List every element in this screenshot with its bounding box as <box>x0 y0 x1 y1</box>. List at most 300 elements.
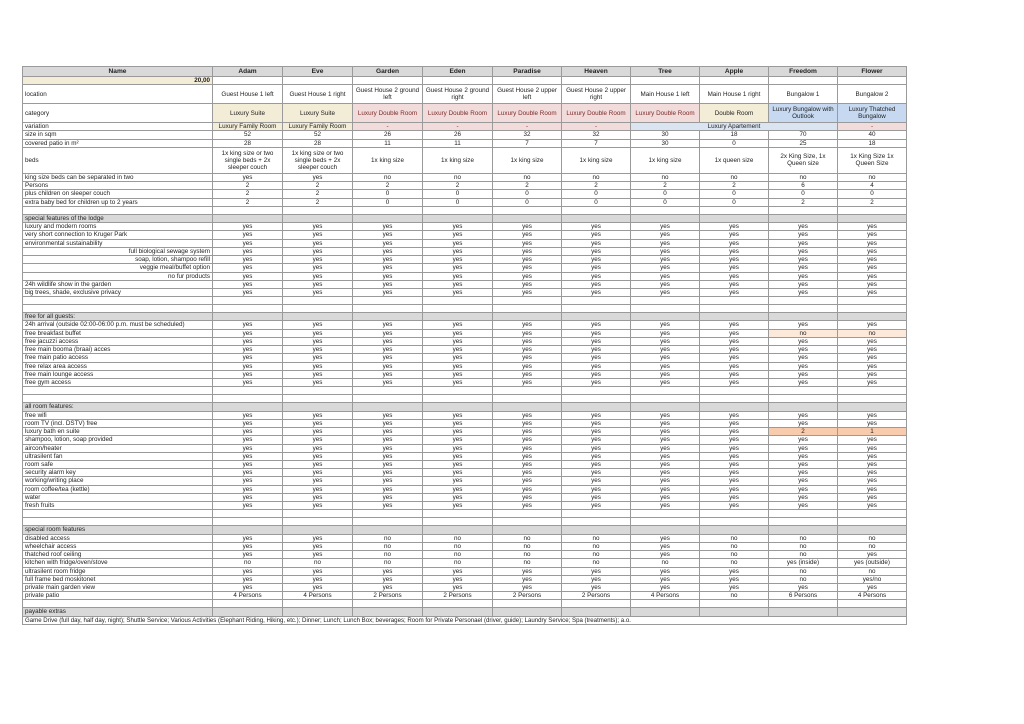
value-cell: yes <box>562 288 631 296</box>
value-cell: 2 <box>769 428 838 436</box>
value-cell: yes <box>631 411 700 419</box>
row-label: luxury bath en suite <box>23 428 213 436</box>
value-cell: yes <box>423 379 493 387</box>
value-cell: yes <box>213 370 283 378</box>
value-cell: yes <box>493 379 562 387</box>
row-label: plus children on sleeper couch <box>23 190 213 198</box>
row-label: room safe <box>23 460 213 468</box>
value-cell: yes <box>423 256 493 264</box>
empty-cell <box>838 526 907 534</box>
value-cell: yes <box>700 477 769 485</box>
value-cell: yes <box>283 288 353 296</box>
empty-cell <box>700 313 769 321</box>
value-cell: yes <box>283 477 353 485</box>
value-cell: yes <box>353 280 423 288</box>
value-cell: yes <box>562 231 631 239</box>
name-header: Name <box>23 67 213 77</box>
value-cell: yes <box>838 460 907 468</box>
value-cell: yes <box>493 411 562 419</box>
value-cell: yes <box>700 337 769 345</box>
value-cell: yes <box>423 354 493 362</box>
value-cell: yes <box>562 460 631 468</box>
value-cell: yes <box>838 288 907 296</box>
value-cell: yes <box>423 584 493 592</box>
empty-cell <box>353 387 423 395</box>
value-cell: yes <box>562 264 631 272</box>
value-cell: no <box>700 592 769 600</box>
value-cell: yes <box>562 452 631 460</box>
value-cell: yes <box>283 280 353 288</box>
row-label: private patio <box>23 592 213 600</box>
value-cell: yes <box>769 272 838 280</box>
value-cell: yes <box>838 256 907 264</box>
value-cell: no <box>769 575 838 583</box>
value-cell: Luxury Double Room <box>493 104 562 123</box>
value-cell: Luxury Suite <box>283 104 353 123</box>
row-label: room coffee/tea (kettle) <box>23 485 213 493</box>
value-cell: 2 <box>700 182 769 190</box>
value-cell: yes <box>838 419 907 427</box>
value-cell: yes <box>838 436 907 444</box>
value-cell: yes <box>423 419 493 427</box>
value-cell: 2 <box>838 198 907 206</box>
row-label: free relax area access <box>23 362 213 370</box>
value-cell: yes <box>700 584 769 592</box>
value-cell: 1 <box>838 428 907 436</box>
value-cell: 1x queen size <box>700 147 769 173</box>
value-cell: yes <box>562 411 631 419</box>
value-cell: 2 <box>423 182 493 190</box>
value-cell: 28 <box>213 139 283 147</box>
value-cell: yes <box>353 460 423 468</box>
empty-cell <box>493 518 562 526</box>
empty-cell <box>562 387 631 395</box>
table-row <box>23 337 907 345</box>
value-cell: 2 <box>631 182 700 190</box>
value-cell: yes <box>423 477 493 485</box>
table-row <box>23 354 907 362</box>
value-cell: Main House 1 right <box>700 85 769 104</box>
empty-cell <box>213 206 283 214</box>
value-cell: yes <box>283 460 353 468</box>
empty-cell <box>631 403 700 411</box>
empty-cell <box>769 77 838 85</box>
value-cell: 0 <box>838 190 907 198</box>
value-cell: Bungalow 1 <box>769 85 838 104</box>
value-cell: yes <box>353 428 423 436</box>
empty-cell <box>631 608 700 616</box>
row-label: 24h arrival (outside 02:00-06:00 p.m. must be scheduled) <box>23 321 213 329</box>
value-cell: yes <box>353 419 423 427</box>
value-cell: no <box>631 173 700 181</box>
value-cell: yes <box>631 379 700 387</box>
value-cell: 2 <box>213 190 283 198</box>
value-cell: yes <box>283 469 353 477</box>
value-cell: 2 Persons <box>423 592 493 600</box>
value-cell: yes <box>769 346 838 354</box>
row-label: room TV (incl. DSTV) free <box>23 419 213 427</box>
empty-cell <box>493 214 562 222</box>
value-cell: yes <box>700 444 769 452</box>
empty-cell <box>631 510 700 518</box>
row-label: no fur products <box>23 272 213 280</box>
row-label: luxury and modern rooms <box>23 223 213 231</box>
value-cell: yes <box>769 493 838 501</box>
value-cell: yes <box>213 280 283 288</box>
value-cell: yes <box>631 444 700 452</box>
table-row <box>23 452 907 460</box>
value-cell: 2 <box>353 182 423 190</box>
value-cell: yes <box>493 469 562 477</box>
value-cell: yes <box>562 428 631 436</box>
value-cell: yes <box>493 354 562 362</box>
value-cell: yes <box>631 354 700 362</box>
empty-cell <box>631 600 700 608</box>
section-title: special room features <box>23 526 213 534</box>
empty-cell <box>23 600 213 608</box>
empty-cell <box>493 206 562 214</box>
empty-cell <box>423 600 493 608</box>
value-cell: yes <box>213 231 283 239</box>
value-cell: 1x king size or two single beds + 2x sleeper couch <box>283 147 353 173</box>
row-label: beds <box>23 147 213 173</box>
empty-cell <box>353 403 423 411</box>
table-row <box>23 477 907 485</box>
value-cell: yes <box>562 247 631 255</box>
value-cell: yes <box>838 485 907 493</box>
empty-cell <box>631 387 700 395</box>
value-cell: no <box>562 551 631 559</box>
value-cell: yes <box>423 264 493 272</box>
table-row <box>23 419 907 427</box>
value-cell: yes <box>283 321 353 329</box>
empty-cell <box>562 395 631 403</box>
value-cell: yes <box>423 337 493 345</box>
table-row <box>23 370 907 378</box>
value-cell: yes <box>562 419 631 427</box>
section-title: payable extras <box>23 608 213 616</box>
value-cell: 52 <box>283 131 353 139</box>
value-cell: yes <box>423 288 493 296</box>
blank-row <box>23 600 907 608</box>
empty-cell <box>700 387 769 395</box>
value-cell: yes <box>493 346 562 354</box>
value-cell: yes <box>562 584 631 592</box>
value-cell: yes <box>631 362 700 370</box>
table-row <box>23 288 907 296</box>
empty-cell <box>423 395 493 403</box>
value-cell: Luxury Double Room <box>631 104 700 123</box>
value-cell: yes <box>213 379 283 387</box>
row-label: free wifi <box>23 411 213 419</box>
value-cell: 4 Persons <box>838 592 907 600</box>
empty-cell <box>353 600 423 608</box>
table-row <box>23 272 907 280</box>
empty-cell <box>23 206 213 214</box>
column-header: Eden <box>423 67 493 77</box>
value-cell: yes <box>283 551 353 559</box>
empty-cell <box>213 214 283 222</box>
value-cell: yes <box>423 485 493 493</box>
value-cell: yes <box>769 264 838 272</box>
row-label: working/writing place <box>23 477 213 485</box>
value-cell: no <box>838 329 907 337</box>
row-label: 24h wildlife show in the garden <box>23 280 213 288</box>
value-cell: 0 <box>493 198 562 206</box>
value-cell: yes <box>423 370 493 378</box>
value-cell: yes <box>700 436 769 444</box>
empty-cell <box>23 395 213 403</box>
value-cell: 28 <box>283 139 353 147</box>
value-cell: no <box>631 559 700 567</box>
value-cell: no <box>493 551 562 559</box>
row-children <box>23 190 907 198</box>
value-cell: yes <box>838 584 907 592</box>
row-label: covered patio in m² <box>23 139 213 147</box>
value-cell: yes <box>283 272 353 280</box>
value-cell: yes <box>213 247 283 255</box>
empty-cell <box>213 403 283 411</box>
table-row <box>23 584 907 592</box>
value-cell: yes <box>838 493 907 501</box>
empty-cell <box>213 313 283 321</box>
row-label: wheelchair access <box>23 542 213 550</box>
value-cell: no <box>769 567 838 575</box>
empty-cell <box>838 518 907 526</box>
value-cell: yes <box>353 411 423 419</box>
value-cell: yes <box>562 354 631 362</box>
value-cell: 26 <box>423 131 493 139</box>
value-cell: no <box>562 534 631 542</box>
empty-cell <box>562 305 631 313</box>
value-cell: yes <box>700 288 769 296</box>
empty-cell <box>700 214 769 222</box>
section-header-free <box>23 313 907 321</box>
empty-cell <box>213 395 283 403</box>
blank-row <box>23 395 907 403</box>
row-label: environmental sustainability <box>23 239 213 247</box>
empty-cell <box>700 600 769 608</box>
value-cell: yes <box>423 493 493 501</box>
value-cell: no <box>700 542 769 550</box>
empty-cell <box>423 518 493 526</box>
table-row <box>23 485 907 493</box>
value-cell: yes <box>423 567 493 575</box>
empty-cell <box>353 395 423 403</box>
row-label: fresh fruits <box>23 502 213 510</box>
value-cell: yes <box>213 362 283 370</box>
empty-cell <box>353 313 423 321</box>
value-cell: yes <box>700 239 769 247</box>
value-cell: yes <box>700 280 769 288</box>
value-cell: Luxury Family Room <box>213 123 283 131</box>
value-cell: yes <box>353 469 423 477</box>
value-cell: yes <box>838 223 907 231</box>
value-cell: yes <box>631 337 700 345</box>
value-cell: yes <box>213 502 283 510</box>
value-cell: 11 <box>423 139 493 147</box>
value-cell: yes <box>283 567 353 575</box>
empty-cell <box>283 305 353 313</box>
value-cell: yes <box>423 346 493 354</box>
value-cell: yes <box>493 502 562 510</box>
value-cell: yes <box>283 256 353 264</box>
value-cell: yes <box>769 362 838 370</box>
value-cell: yes <box>631 231 700 239</box>
value-cell: yes <box>493 584 562 592</box>
value-cell: yes <box>631 256 700 264</box>
empty-cell <box>562 77 631 85</box>
empty-cell <box>213 526 283 534</box>
value-cell: yes <box>213 584 283 592</box>
table-row <box>23 428 907 436</box>
value-cell: no <box>423 534 493 542</box>
empty-cell <box>213 608 283 616</box>
value-cell: yes <box>700 379 769 387</box>
row-size <box>23 131 907 139</box>
row-label: full frame bed moskitonet <box>23 575 213 583</box>
value-cell: 1x king size <box>353 147 423 173</box>
row-label: water <box>23 493 213 501</box>
empty-cell <box>423 77 493 85</box>
value-cell: yes <box>283 223 353 231</box>
value-cell: yes <box>423 321 493 329</box>
table-row <box>23 256 907 264</box>
empty-cell <box>769 403 838 411</box>
value-cell: yes <box>769 444 838 452</box>
value-cell: yes <box>700 493 769 501</box>
empty-cell <box>838 510 907 518</box>
value-cell: yes <box>631 247 700 255</box>
value-cell: yes <box>631 575 700 583</box>
value-cell: yes <box>353 436 423 444</box>
table-row <box>23 444 907 452</box>
empty-cell <box>631 206 700 214</box>
value-cell: 0 <box>562 190 631 198</box>
empty-cell <box>283 510 353 518</box>
empty-cell <box>562 403 631 411</box>
value-cell: yes <box>769 231 838 239</box>
value-cell: yes <box>631 223 700 231</box>
value-cell: no <box>562 173 631 181</box>
value-cell: yes <box>423 452 493 460</box>
empty-cell <box>769 526 838 534</box>
blank-row <box>23 510 907 518</box>
value-cell: yes <box>423 469 493 477</box>
empty-cell <box>631 77 700 85</box>
extras-row <box>23 616 907 624</box>
table-row <box>23 231 907 239</box>
empty-cell <box>769 608 838 616</box>
value-cell: no <box>700 551 769 559</box>
value-cell: Guest House 2 upper left <box>493 85 562 104</box>
value-cell: 0 <box>353 198 423 206</box>
value-cell: yes <box>700 346 769 354</box>
value-cell: yes <box>423 436 493 444</box>
value-cell: yes <box>213 551 283 559</box>
value-cell: yes <box>493 452 562 460</box>
value-cell: 2 <box>213 198 283 206</box>
value-cell: yes <box>283 362 353 370</box>
value-cell: no <box>353 559 423 567</box>
empty-cell <box>493 600 562 608</box>
value-cell: yes <box>631 584 700 592</box>
value-cell: yes <box>493 493 562 501</box>
value-cell: 0 <box>769 190 838 198</box>
value-cell: yes <box>769 584 838 592</box>
value-cell: yes <box>493 436 562 444</box>
empty-cell <box>353 214 423 222</box>
empty-cell <box>213 518 283 526</box>
value-cell: no <box>423 551 493 559</box>
empty-cell <box>23 518 213 526</box>
value-cell: yes <box>700 428 769 436</box>
value-cell: yes <box>353 567 423 575</box>
value-cell: no <box>493 534 562 542</box>
empty-cell <box>213 387 283 395</box>
table-row <box>23 493 907 501</box>
empty-cell <box>353 608 423 616</box>
empty-cell <box>213 600 283 608</box>
value-cell: yes <box>283 173 353 181</box>
empty-cell <box>493 510 562 518</box>
value-cell: yes <box>631 280 700 288</box>
value-cell: yes <box>423 272 493 280</box>
column-header: Apple <box>700 67 769 77</box>
value-cell: yes <box>213 542 283 550</box>
empty-cell <box>423 403 493 411</box>
value-cell: yes <box>769 452 838 460</box>
table-row <box>23 559 907 567</box>
value-cell: yes <box>562 337 631 345</box>
value-cell: yes <box>700 247 769 255</box>
empty-cell <box>631 297 700 305</box>
value-cell: yes <box>283 346 353 354</box>
empty-cell <box>423 608 493 616</box>
value-cell: yes <box>213 575 283 583</box>
value-cell: 32 <box>493 131 562 139</box>
value-cell: yes <box>631 493 700 501</box>
value-cell: yes <box>423 502 493 510</box>
value-cell: yes <box>493 329 562 337</box>
value-cell: yes <box>213 256 283 264</box>
value-cell: yes <box>838 469 907 477</box>
column-header: Paradise <box>493 67 562 77</box>
value-cell: 40 <box>838 131 907 139</box>
empty-cell <box>353 518 423 526</box>
value-cell: yes <box>353 444 423 452</box>
value-cell: 2 <box>283 182 353 190</box>
value-cell: yes <box>493 288 562 296</box>
empty-cell <box>769 518 838 526</box>
empty-cell <box>283 77 353 85</box>
empty-cell <box>838 214 907 222</box>
empty-cell <box>353 206 423 214</box>
value-cell: yes <box>353 485 423 493</box>
value-cell: 4 <box>838 182 907 190</box>
value-cell: yes <box>838 272 907 280</box>
value-cell: yes <box>769 477 838 485</box>
section-header-extras <box>23 608 907 616</box>
value-cell: Luxury Family Room <box>283 123 353 131</box>
value-cell: 0 <box>631 190 700 198</box>
value-cell: no <box>353 534 423 542</box>
value-cell: yes <box>283 329 353 337</box>
value-cell: 1x king size <box>562 147 631 173</box>
value-cell: no <box>493 173 562 181</box>
value-cell: no <box>838 534 907 542</box>
value-cell: yes <box>283 379 353 387</box>
